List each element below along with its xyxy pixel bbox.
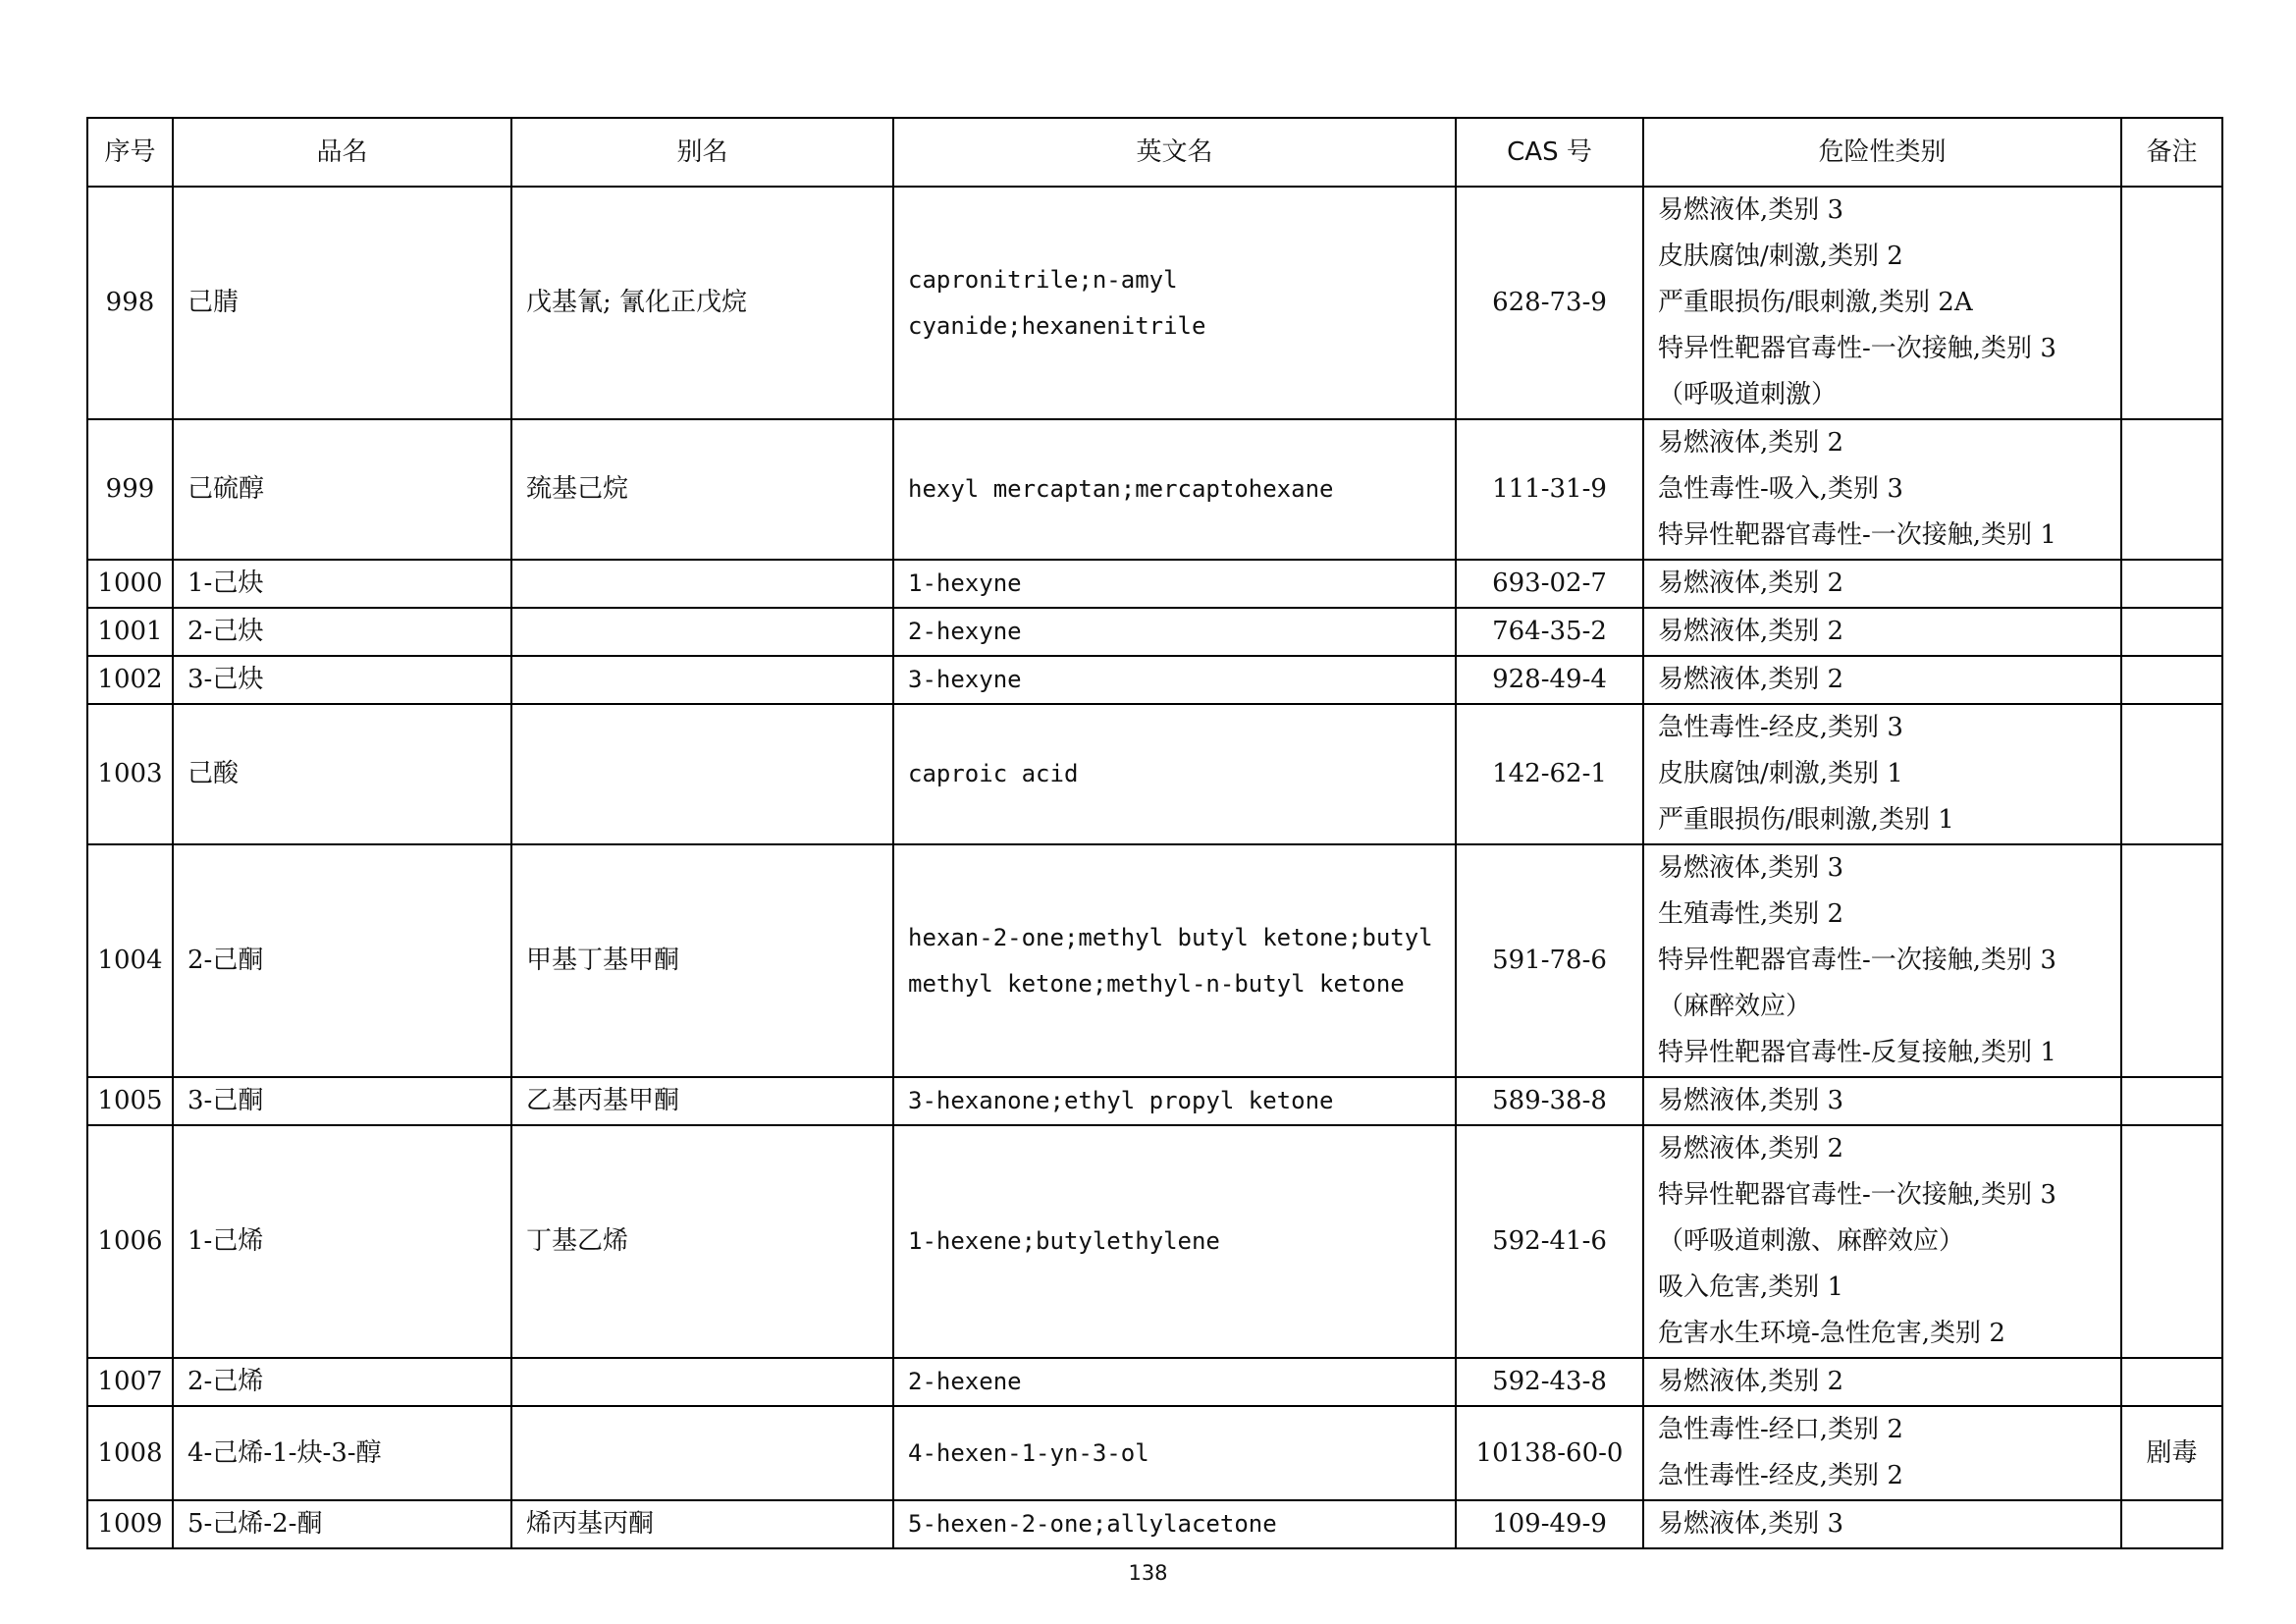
cell-cas-number: 628-73-9 bbox=[1456, 187, 1643, 419]
cell-alias bbox=[511, 608, 893, 656]
hazard-line: （呼吸道刺激、麻醉效应） bbox=[1658, 1226, 1965, 1256]
hazardous-chemicals-table bbox=[86, 117, 2223, 1549]
english-name-line: cyanide;hexanenitrile bbox=[908, 311, 1206, 340]
cell-serial-number: 1002 bbox=[87, 656, 173, 704]
cell-serial-number: 1008 bbox=[87, 1406, 173, 1500]
hazard-line: 易燃液体,类别 2 bbox=[1658, 1134, 1844, 1164]
table-row bbox=[87, 419, 2222, 560]
hazard-line: 特异性靶器官毒性-一次接触,类别 1 bbox=[1658, 520, 2056, 550]
table-body bbox=[87, 187, 2222, 1548]
hazard-line: 皮肤腐蚀/刺激,类别 2 bbox=[1658, 242, 1903, 271]
english-name-line: 4-hexen-1-yn-3-ol bbox=[908, 1438, 1149, 1467]
cell-alias bbox=[511, 704, 893, 844]
cell-hazard-category bbox=[1643, 419, 2121, 560]
cell-alias bbox=[511, 1406, 893, 1500]
cell-english-name bbox=[893, 1125, 1456, 1358]
english-name-line: 3-hexyne bbox=[908, 666, 1022, 693]
cell-alias bbox=[511, 656, 893, 704]
cell-english-name bbox=[893, 419, 1456, 560]
cell-product-name: 己硫醇 bbox=[173, 419, 511, 560]
table-row bbox=[87, 608, 2222, 656]
hazard-line: 危害水生环境-急性危害,类别 2 bbox=[1658, 1319, 2005, 1348]
cell-english-name bbox=[893, 1406, 1456, 1500]
cell-hazard-category bbox=[1643, 1500, 2121, 1548]
cell-alias: 甲基丁基甲酮 bbox=[511, 844, 893, 1077]
cell-alias: 巯基己烷 bbox=[511, 419, 893, 560]
header-serial-number: 序号 bbox=[87, 118, 173, 187]
cell-product-name: 1-己烯 bbox=[173, 1125, 511, 1358]
english-name-line: 1-hexyne bbox=[908, 569, 1022, 597]
cell-serial-number: 1009 bbox=[87, 1500, 173, 1548]
table-row bbox=[87, 1406, 2222, 1500]
hazard-line: 严重眼损伤/眼刺激,类别 2A bbox=[1658, 288, 1973, 317]
cell-serial-number: 999 bbox=[87, 419, 173, 560]
cell-english-name bbox=[893, 608, 1456, 656]
hazard-line: 易燃液体,类别 2 bbox=[1658, 568, 1844, 598]
hazard-line: 易燃液体,类别 2 bbox=[1658, 665, 1844, 694]
hazard-line: （麻醉效应） bbox=[1658, 992, 1812, 1021]
cell-remarks bbox=[2121, 656, 2222, 704]
cell-cas-number: 109-49-9 bbox=[1456, 1500, 1643, 1548]
cell-product-name: 己腈 bbox=[173, 187, 511, 419]
header-cas-number: CAS 号 bbox=[1456, 118, 1643, 187]
cell-serial-number: 1006 bbox=[87, 1125, 173, 1358]
cell-hazard-category bbox=[1643, 1125, 2121, 1358]
english-name-line: 2-hexyne bbox=[908, 618, 1022, 645]
english-name-line: hexan-2-one;methyl butyl ketone;butyl bbox=[908, 923, 1433, 951]
english-name-line: 2-hexene bbox=[908, 1368, 1022, 1395]
table-header-row bbox=[87, 118, 2222, 187]
cell-cas-number: 591-78-6 bbox=[1456, 844, 1643, 1077]
hazard-line: 易燃液体,类别 2 bbox=[1658, 1367, 1844, 1396]
hazard-line: 易燃液体,类别 3 bbox=[1658, 853, 1844, 883]
cell-alias: 丁基乙烯 bbox=[511, 1125, 893, 1358]
table-row bbox=[87, 560, 2222, 608]
cell-serial-number: 1004 bbox=[87, 844, 173, 1077]
table-row bbox=[87, 1077, 2222, 1125]
hazard-line: 易燃液体,类别 2 bbox=[1658, 428, 1844, 458]
english-name-line: 5-hexen-2-one;allylacetone bbox=[908, 1510, 1277, 1538]
cell-alias: 乙基丙基甲酮 bbox=[511, 1077, 893, 1125]
cell-product-name: 2-己烯 bbox=[173, 1358, 511, 1406]
cell-product-name: 3-己炔 bbox=[173, 656, 511, 704]
english-name-line: 3-hexanone;ethyl propyl ketone bbox=[908, 1087, 1334, 1114]
header-alias: 别名 bbox=[511, 118, 893, 187]
cell-remarks bbox=[2121, 419, 2222, 560]
hazard-line: 急性毒性-经皮,类别 3 bbox=[1658, 713, 1903, 742]
cell-alias: 烯丙基丙酮 bbox=[511, 1500, 893, 1548]
cell-english-name bbox=[893, 656, 1456, 704]
header-hazard-category: 危险性类别 bbox=[1643, 118, 2121, 187]
cell-remarks bbox=[2121, 1077, 2222, 1125]
cell-remarks bbox=[2121, 560, 2222, 608]
hazard-line: （呼吸道刺激） bbox=[1658, 380, 1838, 409]
table-row bbox=[87, 1125, 2222, 1358]
table-row bbox=[87, 1358, 2222, 1406]
hazard-line: 易燃液体,类别 3 bbox=[1658, 195, 1844, 225]
hazard-line: 急性毒性-吸入,类别 3 bbox=[1658, 474, 1903, 504]
hazard-line: 特异性靶器官毒性-一次接触,类别 3 bbox=[1658, 1180, 2056, 1210]
hazard-line: 急性毒性-经皮,类别 2 bbox=[1658, 1461, 1903, 1490]
cell-remarks bbox=[2121, 1500, 2222, 1548]
cell-cas-number: 764-35-2 bbox=[1456, 608, 1643, 656]
cell-cas-number: 693-02-7 bbox=[1456, 560, 1643, 608]
cell-hazard-category bbox=[1643, 656, 2121, 704]
hazard-line: 易燃液体,类别 3 bbox=[1658, 1086, 1844, 1115]
hazard-line: 皮肤腐蚀/刺激,类别 1 bbox=[1658, 759, 1903, 788]
table-row bbox=[87, 187, 2222, 419]
cell-hazard-category bbox=[1643, 844, 2121, 1077]
hazard-line: 易燃液体,类别 3 bbox=[1658, 1509, 1844, 1539]
hazard-line: 易燃液体,类别 2 bbox=[1658, 617, 1844, 646]
cell-serial-number: 1005 bbox=[87, 1077, 173, 1125]
table-row bbox=[87, 1500, 2222, 1548]
cell-hazard-category bbox=[1643, 704, 2121, 844]
cell-alias bbox=[511, 560, 893, 608]
hazard-line: 生殖毒性,类别 2 bbox=[1658, 899, 1844, 929]
cell-hazard-category bbox=[1643, 560, 2121, 608]
cell-remarks bbox=[2121, 187, 2222, 419]
english-name-line: methyl ketone;methyl-n-butyl ketone bbox=[908, 969, 1405, 998]
cell-cas-number: 592-41-6 bbox=[1456, 1125, 1643, 1358]
cell-english-name bbox=[893, 1500, 1456, 1548]
cell-english-name bbox=[893, 560, 1456, 608]
header-product-name: 品名 bbox=[173, 118, 511, 187]
hazard-line: 吸入危害,类别 1 bbox=[1658, 1272, 1844, 1302]
cell-remarks bbox=[2121, 704, 2222, 844]
english-name-line: caproic acid bbox=[908, 760, 1079, 787]
cell-cas-number: 142-62-1 bbox=[1456, 704, 1643, 844]
cell-product-name: 1-己炔 bbox=[173, 560, 511, 608]
cell-hazard-category bbox=[1643, 608, 2121, 656]
hazard-line: 特异性靶器官毒性-一次接触,类别 3 bbox=[1658, 334, 2056, 363]
cell-remarks bbox=[2121, 844, 2222, 1077]
cell-remarks bbox=[2121, 1125, 2222, 1358]
cell-product-name: 2-己酮 bbox=[173, 844, 511, 1077]
cell-alias: 戊基氰; 氰化正戊烷 bbox=[511, 187, 893, 419]
cell-cas-number: 928-49-4 bbox=[1456, 656, 1643, 704]
cell-hazard-category bbox=[1643, 1077, 2121, 1125]
cell-product-name: 5-己烯-2-酮 bbox=[173, 1500, 511, 1548]
hazard-line: 特异性靶器官毒性-一次接触,类别 3 bbox=[1658, 946, 2056, 975]
cell-cas-number: 111-31-9 bbox=[1456, 419, 1643, 560]
cell-english-name bbox=[893, 844, 1456, 1077]
cell-cas-number: 10138-60-0 bbox=[1456, 1406, 1643, 1500]
cell-remarks: 剧毒 bbox=[2121, 1406, 2222, 1500]
cell-english-name bbox=[893, 187, 1456, 419]
english-name-line: 1-hexene;butylethylene bbox=[908, 1227, 1220, 1255]
english-name-line: capronitrile;n-amyl bbox=[908, 265, 1178, 294]
table-row bbox=[87, 704, 2222, 844]
english-name-line: hexyl mercaptan;mercaptohexane bbox=[908, 475, 1334, 503]
cell-serial-number: 1000 bbox=[87, 560, 173, 608]
cell-product-name: 2-己炔 bbox=[173, 608, 511, 656]
cell-hazard-category bbox=[1643, 1406, 2121, 1500]
table-row bbox=[87, 844, 2222, 1077]
hazard-line: 急性毒性-经口,类别 2 bbox=[1658, 1415, 1903, 1444]
cell-english-name bbox=[893, 1358, 1456, 1406]
cell-remarks bbox=[2121, 608, 2222, 656]
cell-english-name bbox=[893, 704, 1456, 844]
cell-serial-number: 1001 bbox=[87, 608, 173, 656]
cell-cas-number: 589-38-8 bbox=[1456, 1077, 1643, 1125]
cell-english-name bbox=[893, 1077, 1456, 1125]
cell-alias bbox=[511, 1358, 893, 1406]
cell-serial-number: 998 bbox=[87, 187, 173, 419]
cell-product-name: 3-己酮 bbox=[173, 1077, 511, 1125]
hazard-line: 特异性靶器官毒性-反复接触,类别 1 bbox=[1658, 1038, 2056, 1067]
header-remarks: 备注 bbox=[2121, 118, 2222, 187]
cell-product-name: 己酸 bbox=[173, 704, 511, 844]
cell-hazard-category bbox=[1643, 187, 2121, 419]
cell-serial-number: 1007 bbox=[87, 1358, 173, 1406]
cell-remarks bbox=[2121, 1358, 2222, 1406]
page-number: 138 bbox=[1128, 1561, 1168, 1585]
header-english-name: 英文名 bbox=[893, 118, 1456, 187]
cell-hazard-category bbox=[1643, 1358, 2121, 1406]
cell-cas-number: 592-43-8 bbox=[1456, 1358, 1643, 1406]
cell-serial-number: 1003 bbox=[87, 704, 173, 844]
table-row bbox=[87, 656, 2222, 704]
hazard-line: 严重眼损伤/眼刺激,类别 1 bbox=[1658, 805, 1954, 835]
cell-product-name: 4-己烯-1-炔-3-醇 bbox=[173, 1406, 511, 1500]
